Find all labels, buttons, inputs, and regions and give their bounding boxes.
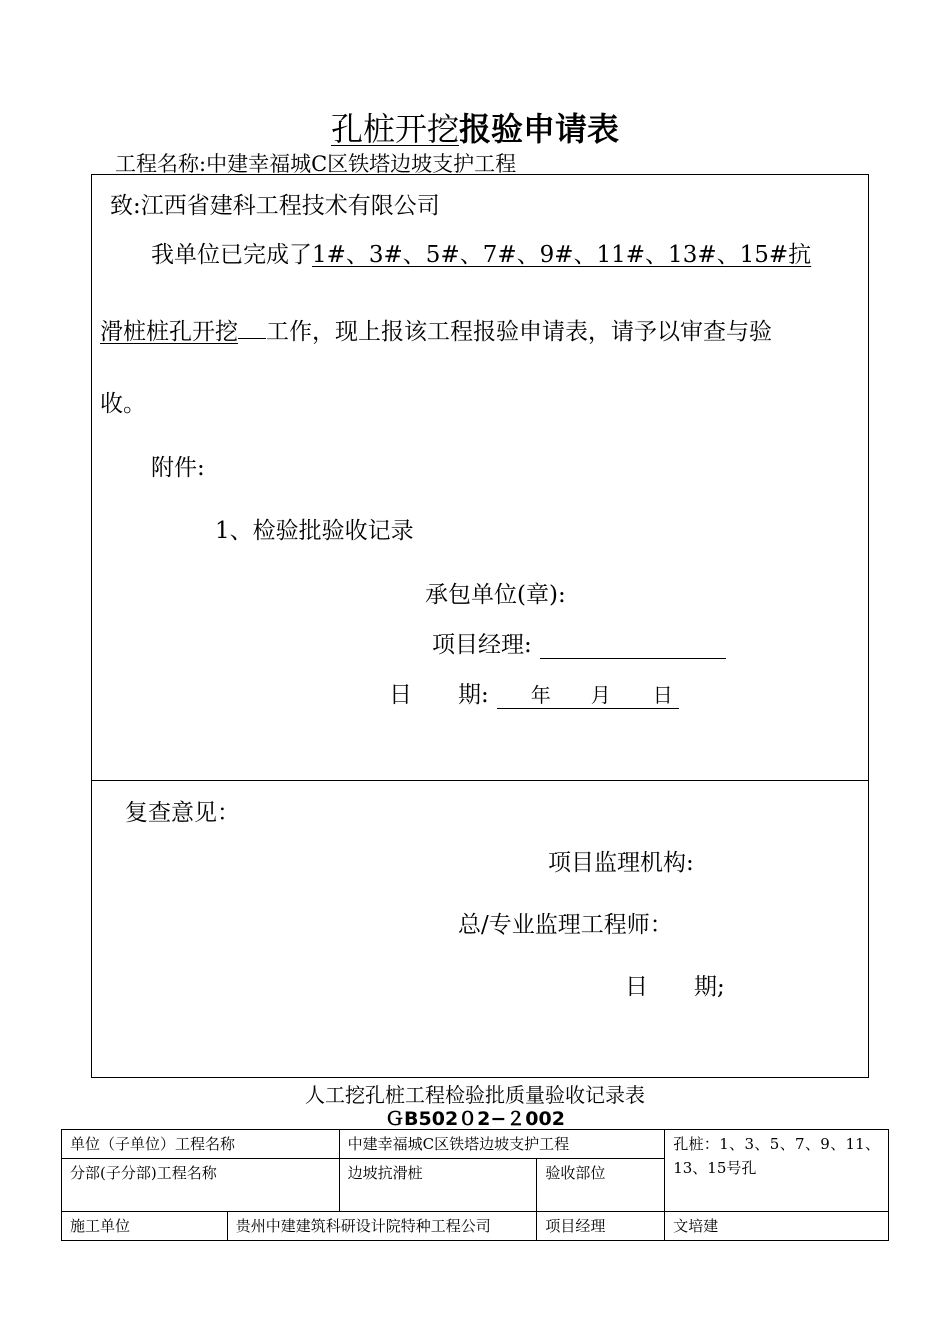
completed-items: 1#、3#、5#、7#、9#、11#、13#、15#抗 — [312, 242, 812, 268]
record-manager-label: 项目经理 — [537, 1212, 665, 1241]
supervision-engineer-label: 总/专业监理工程师： — [458, 912, 673, 938]
sub-project-name-value: 边坡抗滑桩 — [339, 1159, 537, 1212]
inspection-location-value: 孔桩：1、3、5、7、9、11、13、15号孔 — [665, 1130, 889, 1212]
date-month: 月 — [590, 683, 611, 707]
work-name: 滑桩桩孔开挖 — [100, 319, 238, 345]
title-part-2: 报验申请表 — [459, 110, 620, 148]
table-row — [62, 1130, 889, 1159]
form-title — [0, 104, 950, 150]
project-manager-signature-field[interactable] — [540, 632, 726, 659]
project-manager-label: 项目经理: — [432, 632, 532, 658]
attachment-label: 附件: — [151, 455, 205, 481]
record-title: 人工挖孔桩工程检验批质量验收记录表 — [305, 1083, 645, 1107]
construction-unit-value: 贵州中建建筑科研设计院特种工程公司 — [227, 1212, 537, 1241]
date-day: 日 — [652, 683, 673, 707]
record-standard-code: ＧB502０2−２002 — [385, 1108, 565, 1130]
construction-unit-label: 施工单位 — [62, 1212, 228, 1241]
project-manager-line — [432, 626, 726, 659]
project-name-line: 工程名称:中建幸福城C区铁塔边坡支护工程 — [115, 152, 517, 176]
application-date-line — [389, 676, 679, 709]
application-date-label: 日 期: — [389, 682, 489, 708]
attachment-item: 1、检验批验收记录 — [215, 518, 414, 544]
unit-project-name-value: 中建幸福城C区铁塔边坡支护工程 — [339, 1130, 665, 1159]
work-line-end: 收。 — [100, 391, 146, 417]
supervision-agency-label: 项目监理机构: — [548, 850, 694, 876]
sub-project-name-label: 分部(子分部)工程名称 — [62, 1159, 340, 1212]
title-part-1: 孔桩开挖 — [330, 110, 459, 148]
contractor-seal-label: 承包单位(章): — [425, 582, 566, 608]
application-date-field[interactable] — [497, 679, 679, 709]
review-opinion-label: 复查意见： — [125, 800, 240, 826]
work-name-blank — [238, 337, 266, 339]
completed-line — [151, 236, 811, 269]
record-info-table — [61, 1129, 889, 1241]
work-line — [100, 313, 772, 346]
date-year: 年 — [530, 683, 551, 707]
table-row — [62, 1212, 889, 1241]
record-manager-value: 文培建 — [665, 1212, 889, 1241]
review-date-label: 日 期; — [625, 974, 725, 1000]
unit-project-name-label: 单位（子单位）工程名称 — [62, 1130, 340, 1159]
inspection-location-label: 验收部位 — [537, 1159, 665, 1212]
completed-prefix: 我单位已完成了 — [151, 242, 312, 268]
recipient-line: 致:江西省建科工程技术有限公司 — [110, 193, 440, 219]
work-line-rest: 工作，现上报该工程报验申请表，请予以审查与验 — [266, 319, 772, 345]
